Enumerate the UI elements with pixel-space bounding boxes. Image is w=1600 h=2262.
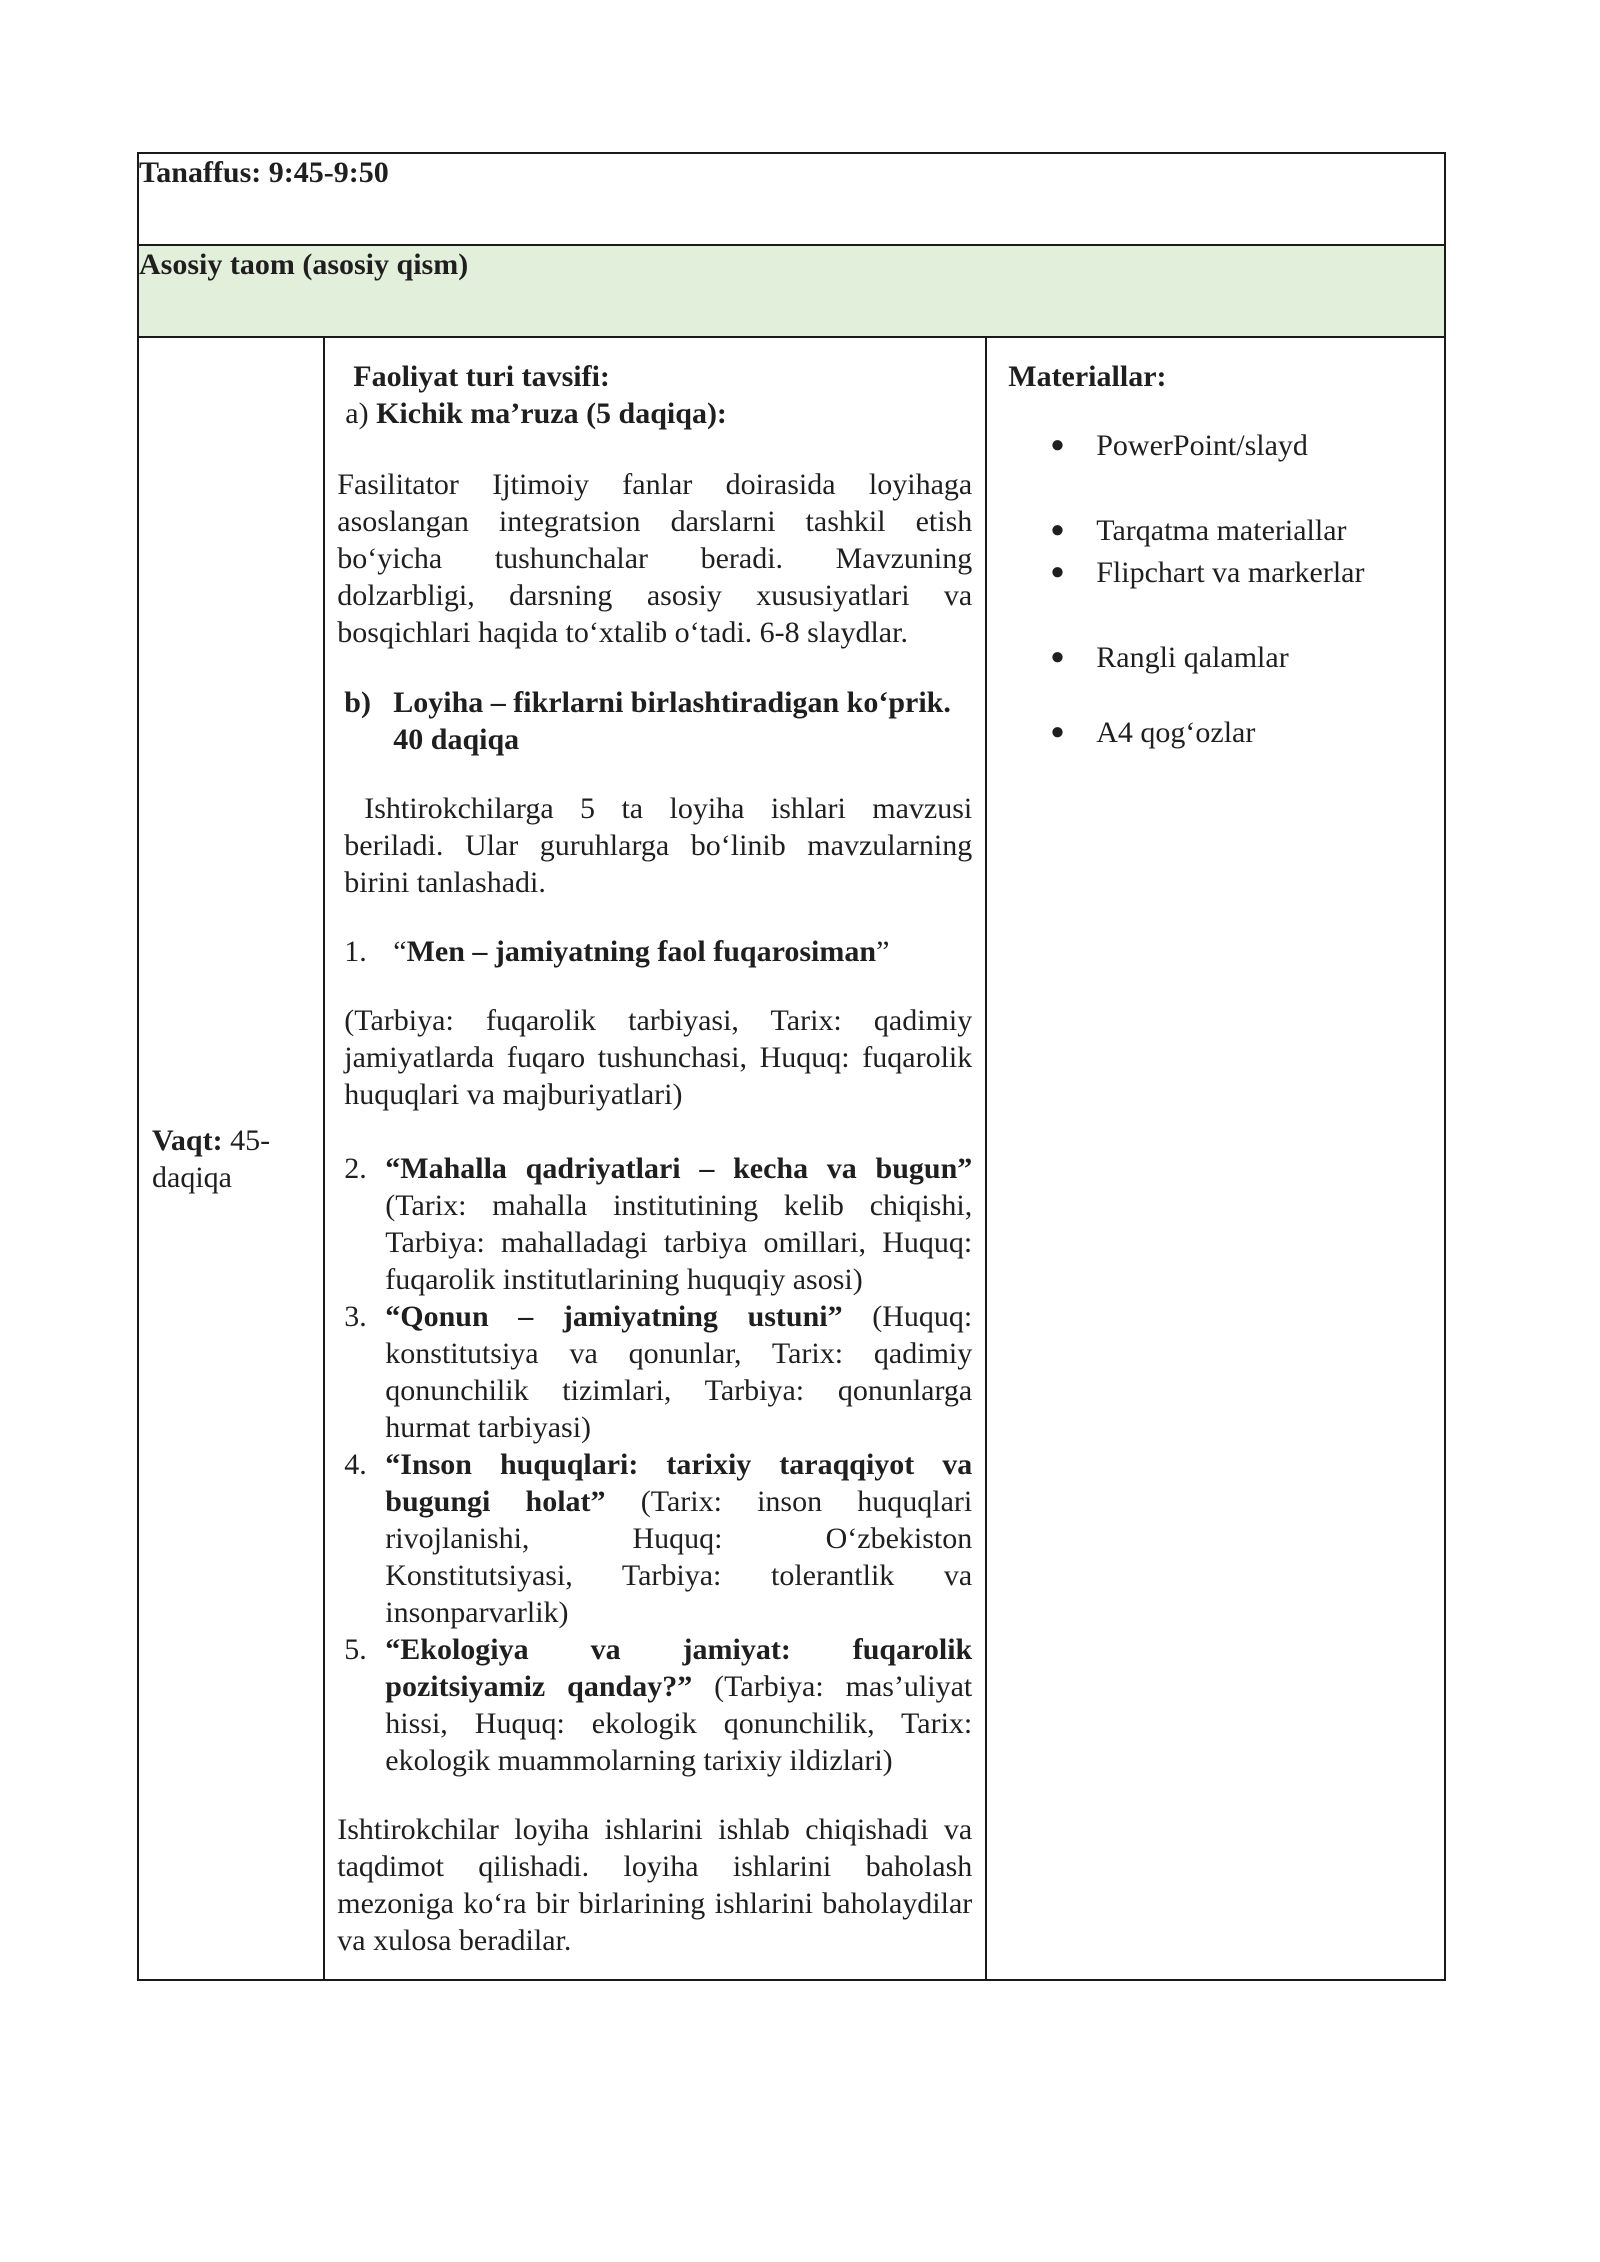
break-label: Tanaffus: 9:45-9:50 [138,153,1445,245]
time-cell [138,337,324,1980]
topic-number: 4. [344,1448,367,1481]
topic-description: (Tarix: mahalla institutining kelib chiqishi, Tarbiya: mahalladagi tarbiya omillari, Huquq: fuqarolik institutlarining huquqiy asosi) [385,1189,973,1296]
topic-1-title: Men – jamiyatning faol fuqarosiman [406,935,877,968]
topic-list [337,1150,972,1779]
time-label: Vaqt: [152,1123,223,1157]
activity-cell [324,337,986,1980]
section-title: Asosiy taom (asosiy qism) [138,245,1445,337]
topic-item [337,1298,972,1446]
part-b-prefix: b) [344,686,371,719]
part-a-text: Fasilitator Ijtimoiy fanlar doirasida loyihaga asoslangan integratsion darslarni tashkil etish bo‘yicha tushunchalar beradi. Mavzuning dolzarbligi, darsning asosiy xususiyatlari va bosqichlari haqida to‘xtalib o‘tadi. 6-8 slaydlar. [337,468,973,649]
break-row [138,153,1445,245]
topic-1-open-quote: “ [393,935,407,968]
materials-title: Materiallar: [1008,360,1167,393]
part-a-heading [337,395,972,432]
material-item [1008,427,1428,464]
topic-1-close-quote: ” [876,935,890,968]
topic-description: (Tarbiya: mas’uliyat hissi, Huquq: ekologik qonunchilik, Tarix: ekologik muammolarning tarixiy ildizlari) [385,1670,973,1777]
material-item [1008,512,1428,549]
topic-item [337,1631,972,1779]
activity-title-line [337,358,972,395]
time-value: 45-daqiqa [152,1123,271,1194]
lesson-plan-table [137,152,1446,1981]
topic-title: “Ekologiya va jamiyat: fuqarolik pozitsiyamiz qanday?” [385,1633,973,1703]
topic-title: “Inson huquqlari: tarixiy taraqqiyot va bugungi holat” [385,1448,973,1518]
material-item [1008,639,1428,676]
content-row [138,337,1445,1980]
material-item [1008,714,1428,751]
part-a-title: Kichik ma’ruza (5 daqiqa): [376,397,727,430]
part-b-heading [337,684,972,758]
bullet-icon: ● [1050,559,1065,585]
part-a-prefix: a) [345,397,369,430]
topic-description: (Huquq: konstitutsiya va qonunlar, Tarix: qadimiy qonunchilik tizimlari, Tarbiya: qonunlarga hurmat tarbiyasi) [385,1300,973,1444]
topic-title: “Qonun – jamiyatning ustuni” [385,1300,843,1333]
topic-description: (Tarix: inson huquqlari rivojlanishi, Huquq: O‘zbekiston Konstitutsiyasi, Tarbiya: tolerantlik va insonparvarlik) [385,1485,973,1629]
part-b-title: Loyiha – fikrlarni birlashtiradigan ko‘prik. 40 daqiqa [393,686,951,756]
material-label: PowerPoint/slayd [1096,429,1308,462]
bullet-icon: ● [1050,644,1065,670]
material-label: Rangli qalamlar [1096,641,1289,674]
material-item [1008,554,1428,591]
part-b-text: Ishtirokchilarga 5 ta loyiha ishlari mavzusi beriladi. Ular guruhlarga bo‘linib mavzularning birini tanlashadi. [344,792,973,899]
topic-title: “Mahalla qadriyatlari – kecha va bugun” [385,1152,973,1185]
topic-item [337,1446,972,1631]
topic-1-description: (Tarbiya: fuqarolik tarbiyasi, Tarix: qadimiy jamiyatlarda fuqaro tushunchasi, Huquq: fuqarolik huquqlari va majburiyatlari) [344,1004,973,1111]
section-row [138,245,1445,337]
material-label: Tarqatma materiallar [1096,514,1347,547]
topic-1-number: 1. [344,935,367,968]
material-label: Flipchart va markerlar [1096,556,1365,589]
topic-number: 5. [344,1633,367,1666]
materials-cell [986,337,1445,1980]
material-label: A4 qog‘ozlar [1096,716,1256,749]
bullet-icon: ● [1050,719,1065,745]
activity-title: Faoliyat turi tavsifi: [353,360,610,393]
bullet-icon: ● [1050,432,1065,458]
bullet-icon: ● [1050,517,1065,543]
topic-1 [337,933,972,970]
topic-number: 2. [344,1152,367,1185]
topic-number: 3. [344,1300,367,1333]
closing-text: Ishtirokchilar loyiha ishlarini ishlab chiqishadi va taqdimot qilishadi. loyiha ishlarini baholash mezoniga ko‘ra bir birlarining ishlarini baholaydilar va xulosa beradilar. [337,1813,973,1957]
topic-item [337,1150,972,1298]
materials-list [1008,427,1428,751]
